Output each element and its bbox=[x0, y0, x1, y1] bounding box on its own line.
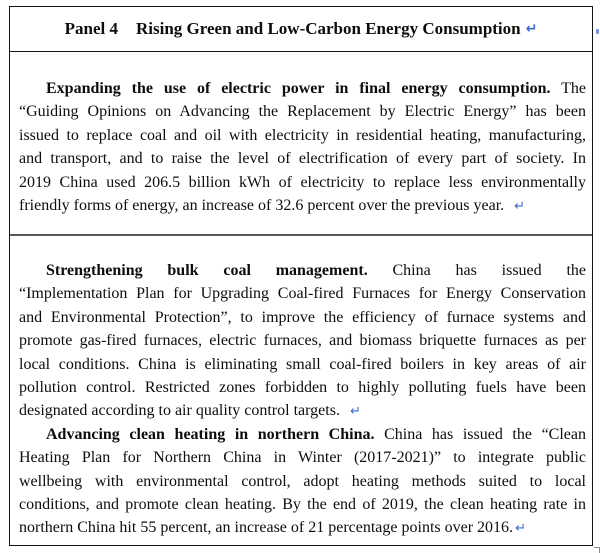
text-segment: The bbox=[550, 80, 586, 97]
line-break-icon: ↵ bbox=[515, 521, 526, 537]
paragraph-mark-fragment bbox=[596, 29, 599, 34]
text-line bbox=[19, 194, 586, 217]
table-resize-handle-icon bbox=[594, 547, 600, 553]
text-segment: China has issued the “Clean bbox=[374, 425, 586, 443]
panel-title bbox=[10, 7, 592, 52]
text-segment: and Environmental Protection”, to improve the efficiency of furnace systems and bbox=[19, 308, 586, 326]
text-segment: China has issued the bbox=[367, 262, 586, 279]
text-line bbox=[19, 100, 586, 123]
text-segment: Heating Plan for Northern China in Winter (2017-2021)” to integrate public bbox=[19, 449, 586, 467]
text-segment: friendly forms of energy, an increase of 32.6 percent over the previous year. bbox=[19, 196, 505, 214]
text-line bbox=[19, 329, 586, 352]
text-segment: and transport, and to raise the level of electrification of every part of society. In bbox=[19, 150, 586, 168]
text-line bbox=[19, 147, 586, 170]
text-segment: 2019 China used 206.5 billion kWh of electricity to replace less environmentally bbox=[19, 173, 586, 191]
bold-text-segment: Advancing clean heating in northern China. bbox=[46, 425, 375, 443]
content-box-electric-power bbox=[10, 52, 592, 236]
panel-number: Panel 4 bbox=[64, 19, 118, 38]
text-line bbox=[19, 77, 586, 100]
text-segment: promote gas-fired furnaces, electric furnaces, and biomass briquette furnaces as per bbox=[19, 332, 586, 350]
text-segment: pollution control. Restricted zones forbidden to highly polluting fuels have been bbox=[19, 378, 586, 396]
text-line bbox=[19, 306, 586, 329]
text-segment: “Implementation Plan for Upgrading Coal-fired Furnaces for Energy Conservation bbox=[19, 285, 586, 303]
text-line bbox=[19, 124, 586, 147]
text-line bbox=[19, 516, 586, 539]
text-line bbox=[19, 353, 586, 376]
text-line bbox=[19, 399, 586, 422]
text-line bbox=[19, 470, 586, 493]
bold-text-segment: Expanding the use of electric power in final energy consumption. bbox=[46, 80, 551, 97]
panel-title-text: Rising Green and Low-Carbon Energy Consumption bbox=[136, 19, 521, 38]
text-segment: wellbeing with environmental control, adopt heating methods suited to local bbox=[19, 472, 586, 490]
text-segment: northern China hit 55 percent, an increase of 21 percentage points over 2016. bbox=[19, 519, 514, 537]
bold-text-segment: Strengthening bulk coal management. bbox=[46, 262, 368, 279]
panel-table bbox=[9, 6, 593, 546]
text-segment: “Guiding Opinions on Advancing the Replacement by Electric Energy” has been bbox=[19, 103, 586, 121]
text-line bbox=[19, 282, 586, 305]
text-line bbox=[19, 446, 586, 469]
text-line bbox=[19, 493, 586, 516]
text-line bbox=[19, 171, 586, 194]
text-line bbox=[19, 423, 586, 446]
text-line bbox=[19, 376, 586, 399]
text-line bbox=[19, 259, 586, 282]
line-break-icon: ↵ bbox=[525, 21, 538, 37]
line-break-icon: ↵ bbox=[514, 198, 526, 214]
text-segment: issued to replace coal and oil with electricity in residential heating, manufacturing, bbox=[19, 126, 586, 144]
text-segment: conditions, and promote clean heating. By the end of 2019, the clean heating rate in bbox=[19, 495, 586, 513]
content-box-coal-and-heating bbox=[10, 236, 592, 545]
line-break-icon: ↵ bbox=[349, 404, 361, 420]
text-segment: local conditions. China is eliminating small coal-fired boilers in key areas of air bbox=[19, 355, 586, 373]
text-segment: designated according to air quality control targets. bbox=[19, 402, 340, 420]
